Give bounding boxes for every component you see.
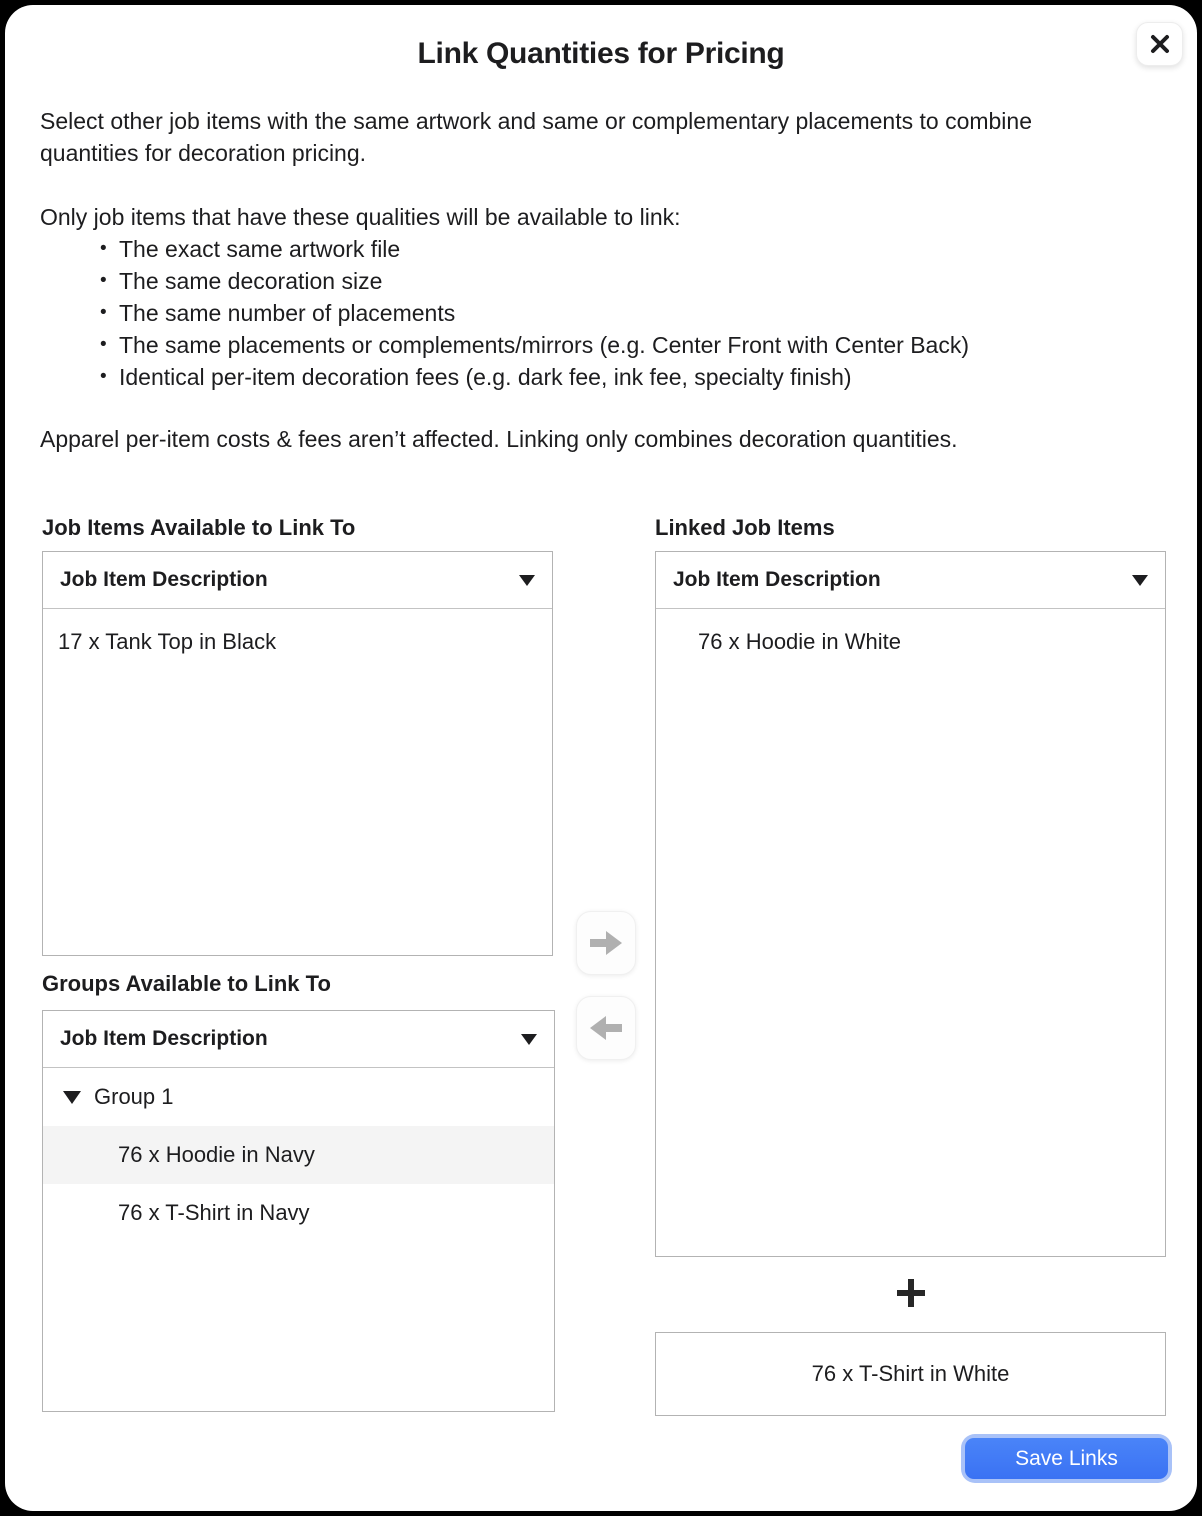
move-right-button[interactable] (576, 911, 636, 975)
column-header-label: Job Item Description (673, 568, 881, 591)
dropdown-arrow-icon (521, 1034, 537, 1045)
note-text: Apparel per-item costs & fees aren’t affected. Linking only combines decoration quantities. (40, 426, 958, 452)
close-button[interactable] (1136, 22, 1183, 66)
dropdown-arrow-icon (519, 575, 535, 586)
caret-down-icon (63, 1091, 81, 1104)
intro-text: Select other job items with the same artwork and same or complementary placements to combine quantities for decoration pricing. (40, 108, 1032, 166)
groups-listbox (42, 1010, 555, 1412)
move-left-button[interactable] (576, 996, 636, 1060)
quality-item: • The same placements or complements/mirrors (e.g. Center Front with Center Back) (100, 329, 1160, 361)
save-links-label: Save Links (965, 1438, 1168, 1479)
target-item-label: 76 x T-Shirt in White (811, 1361, 1010, 1386)
group-item-selected[interactable]: 76 x Hoodie in Navy (43, 1126, 554, 1184)
column-header-label: Job Item Description (60, 568, 268, 591)
group-row[interactable] (43, 1068, 554, 1126)
groups-heading: Groups Available to Link To (42, 971, 331, 996)
save-links-button[interactable] (961, 1434, 1172, 1483)
dialog-title: Link Quantities for Pricing (417, 37, 785, 70)
column-header-label: Job Item Description (60, 1027, 268, 1050)
list-item[interactable]: 76 x Hoodie in White (698, 629, 901, 654)
available-items-column-header[interactable] (43, 552, 552, 609)
available-items-list (43, 609, 552, 665)
plus-icon (894, 1276, 928, 1310)
group-item[interactable]: 76 x T-Shirt in Navy (118, 1200, 310, 1225)
combine-plus (655, 1265, 1166, 1321)
qualities-intro-text: Only job items that have these qualities will be available to link: (40, 204, 681, 230)
linked-items-listbox (655, 551, 1166, 1257)
qualities-list (100, 233, 1160, 393)
group-label: Group 1 (94, 1084, 174, 1109)
quality-item: • The exact same artwork file (100, 233, 1160, 265)
arrow-right-icon (588, 929, 624, 957)
link-quantities-modal (5, 5, 1197, 1511)
available-items-heading: Job Items Available to Link To (42, 515, 356, 540)
linked-items-list (656, 609, 1165, 665)
dropdown-arrow-icon (1132, 575, 1148, 586)
quality-item: • The same decoration size (100, 265, 1160, 297)
quality-item: • The same number of placements (100, 297, 1160, 329)
close-icon (1149, 33, 1171, 55)
target-item-box (655, 1332, 1166, 1416)
groups-list (43, 1068, 554, 1242)
quality-item: • Identical per-item decoration fees (e.g. dark fee, ink fee, specialty finish) (100, 361, 1160, 393)
linked-items-column-header[interactable] (656, 552, 1165, 609)
groups-column-header[interactable] (43, 1011, 554, 1068)
linked-items-heading: Linked Job Items (655, 515, 835, 540)
list-item[interactable]: 17 x Tank Top in Black (58, 629, 277, 654)
available-items-listbox (42, 551, 553, 956)
arrow-left-icon (588, 1014, 624, 1042)
